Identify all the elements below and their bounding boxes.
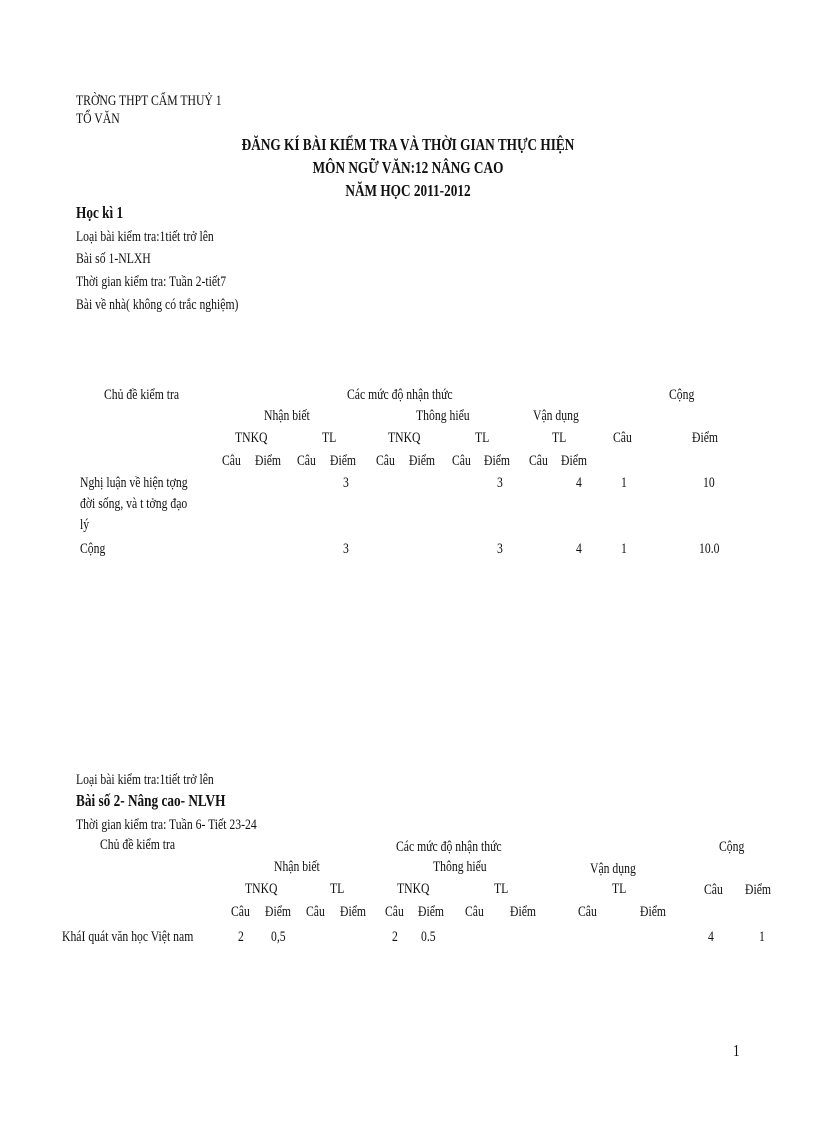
sub-header-cell: Câu — [465, 904, 484, 920]
doc-school-year: NĂM HỌC 2011-2012 — [345, 181, 471, 200]
total-row-th-tl: 3 — [497, 541, 503, 557]
col-tnkq-1: TNKQ — [235, 430, 268, 446]
sub-header-cell: Điểm — [340, 904, 366, 920]
sub-header-cell: Câu — [222, 453, 241, 469]
levels-header: Các mức độ nhận thức — [347, 387, 453, 403]
total-header: Cộng — [719, 839, 745, 855]
col-tnkq-1: TNKQ — [245, 881, 278, 897]
doc-title: ĐĂNG KÍ BÀI KIỂM TRA VÀ THỜI GIAN THỰC HIỆN — [241, 135, 575, 154]
semester-heading: Học kì 1 — [76, 203, 124, 222]
col-diem-total: Điểm — [692, 430, 718, 446]
row1-diem: 1 — [759, 929, 765, 945]
total-row-label: Cộng — [80, 541, 106, 557]
col-tl-2: TL — [475, 430, 490, 446]
level-van-dung: Vận dụng — [590, 861, 636, 877]
sub-header-cell: Câu — [529, 453, 548, 469]
sub-header-cell: Điểm — [255, 453, 281, 469]
sub-header-cell: Điểm — [510, 904, 536, 920]
topic-header: Chủ đề kiểm tra — [100, 837, 176, 853]
school-name: TRỜNG THPT CẨM THUỶ 1 — [76, 93, 222, 109]
test2-time: Thời gian kiểm tra: Tuần 6- Tiết 23-24 — [76, 817, 257, 833]
total-row-cau: 1 — [621, 541, 627, 557]
total-header: Cộng — [669, 387, 695, 403]
level-van-dung: Vận dụng — [533, 408, 579, 424]
total-row-vd-tl: 4 — [576, 541, 582, 557]
row1-nb-cau: 2 — [238, 929, 244, 945]
col-tl-3: TL — [552, 430, 567, 446]
row1-vd-tl: 4 — [576, 475, 582, 491]
doc-subject: MÔN NGỮ VĂN:12 NÂNG CAO — [312, 158, 504, 177]
total-row-diem: 10.0 — [699, 541, 720, 557]
col-tl-1: TL — [322, 430, 337, 446]
level-nhan-biet: Nhận biết — [264, 408, 310, 424]
sub-header-cell: Câu — [376, 453, 395, 469]
row1-diem: 10 — [703, 475, 715, 491]
sub-header-cell: Điểm — [561, 453, 587, 469]
topic-header: Chủ đề kiểm tra — [104, 387, 180, 403]
row1-nb-diem: 0,5 — [271, 929, 286, 945]
col-tl-2: TL — [494, 881, 509, 897]
sub-header-cell: Điểm — [265, 904, 291, 920]
test1-name: Bài số 1-NLXH — [76, 251, 151, 267]
sub-header-cell: Điểm — [484, 453, 510, 469]
test2-name: Bài số 2- Nâng cao- NLVH — [76, 791, 226, 810]
test1-note: Bài về nhà( không có trắc nghiệm) — [76, 297, 239, 313]
sub-header-cell: Câu — [231, 904, 250, 920]
sub-header-cell: Câu — [452, 453, 471, 469]
sub-header-cell: Điểm — [409, 453, 435, 469]
sub-header-cell: Điểm — [418, 904, 444, 920]
row1-cau: 1 — [621, 475, 627, 491]
row1-nb-tl: 3 — [343, 475, 349, 491]
sub-header-cell: Điểm — [640, 904, 666, 920]
sub-header-cell: Điểm — [330, 453, 356, 469]
col-tl-1: TL — [330, 881, 345, 897]
page-number: 1 — [733, 1041, 740, 1060]
levels-header: Các mức độ nhận thức — [396, 839, 502, 855]
department-name: TỔ VĂN — [76, 111, 120, 127]
sub-header-cell: Câu — [297, 453, 316, 469]
row1-topic-line2: đời sống, và t tởng đạo — [80, 496, 188, 512]
col-tl-3: TL — [612, 881, 627, 897]
col-cau-total: Câu — [704, 882, 723, 898]
level-thong-hieu: Thông hiểu — [433, 859, 487, 875]
row1-cau: 4 — [708, 929, 714, 945]
level-nhan-biet: Nhận biết — [274, 859, 320, 875]
test1-time: Thời gian kiểm tra: Tuần 2-tiết7 — [76, 274, 227, 290]
row1-th-tl: 3 — [497, 475, 503, 491]
row1-topic: KháI quát văn học Việt nam — [62, 929, 194, 945]
sub-header-cell: Câu — [306, 904, 325, 920]
col-tnkq-2: TNKQ — [397, 881, 430, 897]
col-tnkq-2: TNKQ — [388, 430, 421, 446]
row1-th-cau: 2 — [392, 929, 398, 945]
row1-topic-line1: Nghị luận về hiện tợng — [80, 475, 188, 491]
sub-header-cell: Câu — [578, 904, 597, 920]
test1-type: Loại bài kiểm tra:1tiết trở lên — [76, 229, 214, 245]
col-diem-total: Điểm — [745, 882, 771, 898]
test2-type: Loại bài kiểm tra:1tiết trở lên — [76, 772, 214, 788]
level-thong-hieu: Thông hiểu — [416, 408, 470, 424]
row1-topic-line3: lý — [80, 517, 90, 533]
sub-header-cell: Câu — [385, 904, 404, 920]
col-cau-total: Câu — [613, 430, 632, 446]
row1-th-diem: 0.5 — [421, 929, 436, 945]
total-row-nb-tl: 3 — [343, 541, 349, 557]
